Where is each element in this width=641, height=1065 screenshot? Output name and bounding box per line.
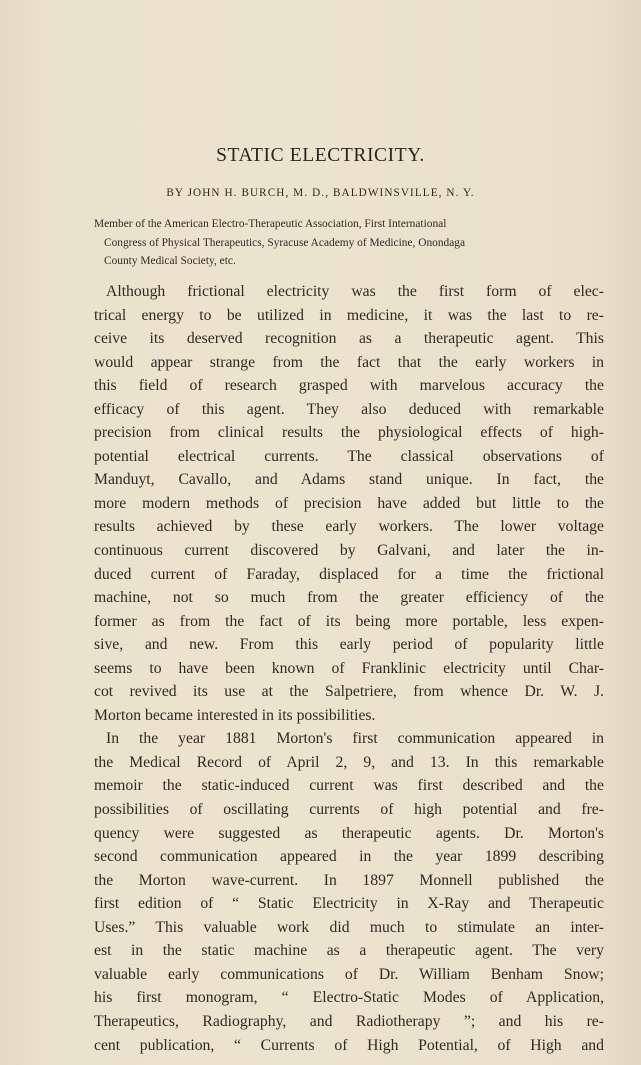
body-line: valuable early communications of Dr. William Benham Snow; xyxy=(94,965,604,983)
body-line: Manduyt, Cavallo, and Adams stand unique. In fact, the xyxy=(94,471,604,489)
body-line: cent publication, “ Currents of High Potential, of High and xyxy=(94,1036,604,1054)
body-line: In the year 1881 Morton's first communication appeared in xyxy=(106,730,604,748)
body-line: potential electrical currents. The classical observations of xyxy=(94,447,604,465)
body-line: this field of research grasped with marvelous accuracy the xyxy=(94,377,604,395)
body-line: continuous current discovered by Galvani, and later the in- xyxy=(94,542,604,560)
body-line: efficacy of this agent. They also deduced with remarkable xyxy=(94,400,604,418)
body-line: quency were suggested as therapeutic agents. Dr. Morton's xyxy=(94,824,604,842)
body-line: Although frictional electricity was the first form of elec- xyxy=(106,283,604,300)
body-line: Morton became interested in its possibilities. xyxy=(94,706,376,724)
affiliation-line: County Medical Society, etc. xyxy=(104,255,236,268)
affiliation-line: Member of the American Electro-Therapeutic Association, First International xyxy=(94,218,447,230)
body-line: est in the static machine as a therapeutic agent. The very xyxy=(94,942,604,960)
body-line: the Morton wave-current. In 1897 Monnell published the xyxy=(94,871,604,889)
body-line: would appear strange from the fact that the early workers in xyxy=(94,353,604,371)
body-line: second communication appeared in the year 1899 describing xyxy=(94,848,604,866)
body-line: seems to have been known of Franklinic electricity until Char- xyxy=(94,659,604,677)
body-line: precision from clinical results the physiological effects of high- xyxy=(94,424,604,442)
body-line: sive, and new. From this early period of popularity little xyxy=(94,636,604,654)
body-line: duced current of Faraday, displaced for a time the frictional xyxy=(94,565,604,583)
body-line: the Medical Record of April 2, 9, and 13. In this remarkable xyxy=(94,753,604,771)
body-line: Uses.” This valuable work did much to stimulate an inter- xyxy=(94,918,604,936)
body-line: possibilities of oscillating currents of high potential and fre- xyxy=(94,801,604,819)
body-line: his first monogram, “ Electro-Static Modes of Application, xyxy=(94,989,604,1007)
body-line: former as from the fact of its being more portable, less expen- xyxy=(94,612,604,630)
article-title: STATIC ELECTRICITY. xyxy=(216,145,425,166)
body-line: cot revived its use at the Salpetriere, from whence Dr. W. J. xyxy=(94,683,604,701)
author-affiliation xyxy=(94,215,614,271)
paragraph-2 xyxy=(94,727,604,1057)
body-line: machine, not so much from the greater efficiency of the xyxy=(94,589,604,607)
body-line: trical energy to be utilized in medicine, it was the last to re- xyxy=(94,306,604,324)
body-line: first edition of “ Static Electricity in X-Ray and Therapeutic xyxy=(94,895,604,913)
author-byline: BY JOHN H. BURCH, M. D., BALDWINSVILLE, N. Y. xyxy=(166,187,475,199)
body-line: memoir the static-induced current was first described and the xyxy=(94,777,604,795)
body-line: results achieved by these early workers. The lower voltage xyxy=(94,518,604,536)
body-line: Therapeutics, Radiography, and Radiotherapy ”; and his re- xyxy=(94,1012,604,1030)
article-body xyxy=(94,280,604,1057)
affiliation-line: Congress of Physical Therapeutics, Syracuse Academy of Medicine, Onondaga xyxy=(104,236,466,249)
body-line: ceive its deserved recognition as a therapeutic agent. This xyxy=(94,330,604,348)
body-line: more modern methods of precision have added but little to the xyxy=(94,494,604,512)
paragraph-1 xyxy=(94,280,604,727)
